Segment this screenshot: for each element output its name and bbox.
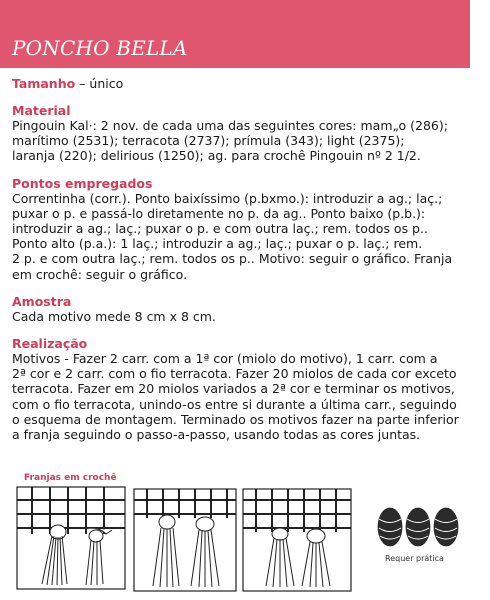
instructions-line: Motivos - Fazer 2 carr. com a 1ª cor (miolo do motivo), 1 carr. com a: [12, 351, 438, 367]
stitches-heading: Pontos empregados: [12, 175, 153, 191]
material-section: [12, 103, 482, 164]
yarn-skeins-icon: [376, 504, 460, 550]
instructions-line: o esquema de montagem. Terminado os motivos fazer na parte inferior: [12, 411, 459, 427]
gauge-heading: Amostra: [12, 293, 72, 309]
instructions-line: a franja seguindo o passo-a-passo, usando todas as cores juntas.: [12, 427, 421, 443]
size-value: – único: [75, 76, 124, 91]
size-line: [12, 76, 482, 91]
material-line: laranja (220); delirious (1250); ag. para crochê Pingouin nº 2 1/2.: [12, 148, 421, 164]
instructions-line: 2ª cor e 2 carr. com o fio terracota. Fazer 20 miolos de cada cor exceto: [12, 366, 457, 382]
stitches-line: 2 p. e com outra laç.; rem. todos os p.. Motivo: seguir o gráfico. Franja: [12, 251, 453, 267]
size-heading: Tamanho: [12, 76, 76, 91]
stitches-line: Ponto alto (p.a.): 1 laç.; introduzir a ag.; laç.; puxar o p. laç.; rem.: [12, 236, 423, 252]
material-line: marítimo (2531); terracota (2737); prímula (343); light (2375);: [12, 133, 405, 149]
material-heading: Material: [12, 103, 71, 118]
pattern-content: [12, 76, 482, 442]
stitches-section: [12, 176, 482, 282]
fringe-step-3-illustration: [242, 488, 352, 592]
stitches-line: em crochê: seguir o gráfico.: [12, 266, 188, 282]
instructions-heading: Realização: [12, 336, 88, 352]
stitches-line: Correntinha (corr.). Ponto baixíssimo (p.bxmo.): introduzir a ag.; laç.;: [12, 190, 443, 206]
page-title: PONCHO BELLA: [12, 36, 188, 60]
fringe-step-1-illustration: [16, 486, 126, 590]
instructions-section: [12, 336, 482, 442]
difficulty-label: Requer prática: [385, 554, 444, 563]
instructions-line: terracota. Fazer em 20 miolos variados a 2ª cor e terminar os motivos,: [12, 381, 455, 397]
material-line: Pingouin Kal·: 2 nov. de cada uma das seguintes cores: mam„o (286);: [12, 118, 448, 133]
instructions-line: com o fio terracota, unindo-os entre si durante a última carr., seguindo: [12, 396, 457, 412]
fringe-figures: [0, 470, 490, 600]
gauge-line: Cada motivo mede 8 cm x 8 cm.: [12, 308, 216, 324]
fringe-step-2-illustration: [133, 488, 237, 592]
gauge-section: [12, 294, 482, 324]
stitches-line: puxar o p. e passá-lo diretamente no p. da ag.. Ponto baixo (p.b.):: [12, 205, 426, 221]
title-banner: [0, 0, 470, 68]
stitches-line: introduzir a ag.; laç.; puxar o p. e com outra laç.; rem. todos os p..: [12, 221, 428, 237]
figure-label: Franjas em crochê: [24, 473, 117, 483]
